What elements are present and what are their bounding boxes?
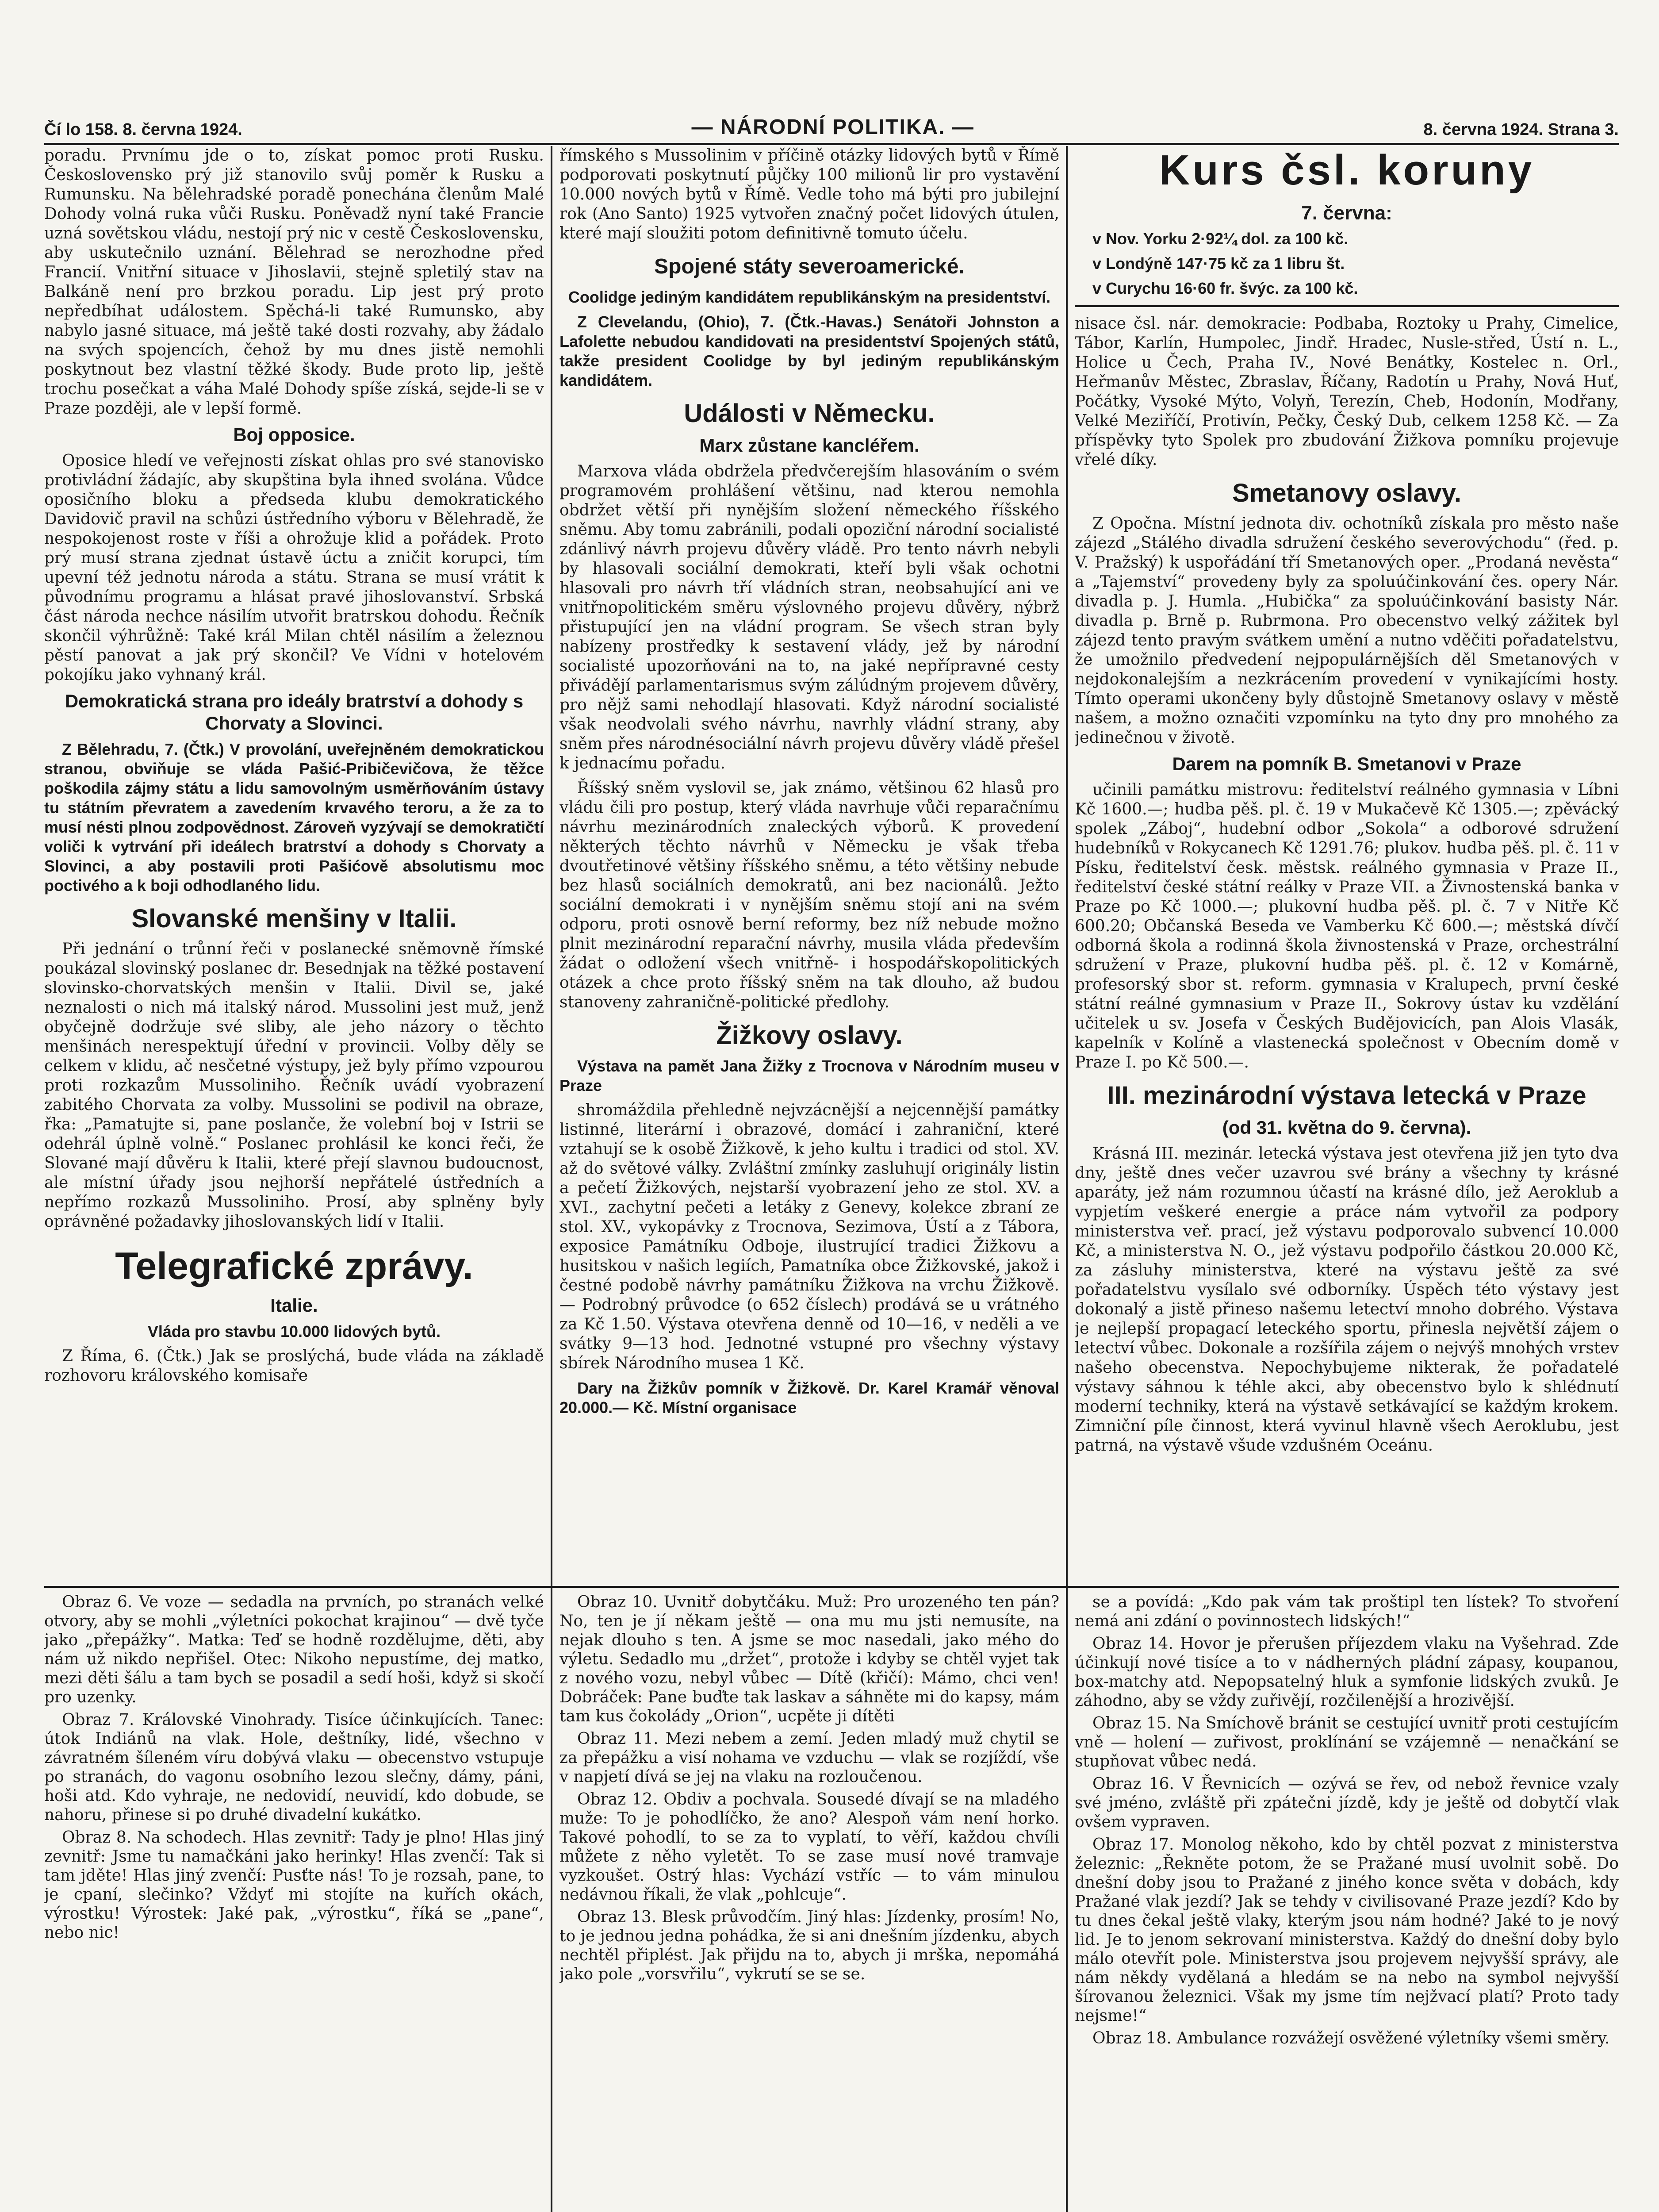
section-heading: Coolidge jediným kandidátem republikánským na presidentství. bbox=[568, 288, 1051, 306]
article-text: Při jednání o trůnní řeči v poslanecké sněmovně římské poukázal slovinský poslanec dr. Besednjak na těžké postavení slovinsko-chorvatských menšin v Italii. Divil se, jaké neznalosti o nich má italský národ. Mussolini jest muž, jenž obyčejně dodržuje své sliby, ale jeho názory o těchto menšinách nerespektují úřední v provincii. Volby děly se celkem v klidu, ač nesčetné výstupy, jež byly přímo vzpourou proti rozkazům Mussoliniho. Řečník uvádí vyobrazení zabitého Chorvata za volby. Mussolini se podivil na obraze, řka: „Pamatujte si, pane poslanče, že volební boj v Istrii se odehrál úplně volně.“ Poslanec prohlásil ke konci řeči, že Slované mají důvěru k Italii, které přejí slavnou budoucnost, ale místní úřady jsou nejhorší nepřátelé ústředních a nepřímo rozkazů Mussoliniho. Prosí, aby splněny byly oprávněné požadavky jihoslovanských lidí v Italii. bbox=[44, 940, 544, 1231]
article-text: Dary na Žižkův pomník v Žižkově. Dr. Karel Kramář věnoval 20.000.— Kč. Místní organisace bbox=[559, 1379, 1059, 1417]
article-text: nisace čsl. nár. demokracie: Podbaba, Roztoky u Prahy, Cimelice, Tábor, Karlín, Humpolec, Jindř. Hradec, Nusle-střed, Ústí n. L., Holice u Čech, Praha IV., Nové Benátky, Kostelec n. Orl., Heřmanův Městec, Zbraslav, Říčany, Radotín u Prahy, Nová Huť, Počátky, Vysoké Mýto, Volyň, Terezín, Cheb, Hodonín, Modřany, Velké Meziříčí, Protivín, Pečky, Český Dub, celkem 1258 Kč. — Za příspěvky tyto Spolek pro zbudování Žižkova pomníku projevuje vřelé díky. bbox=[1075, 315, 1619, 469]
article-lead: Výstava na pamět Jana Žižky z Trocnova v Národním museu v Praze bbox=[559, 1057, 1059, 1094]
section-subheading: (od 31. května do 9. června). bbox=[1222, 1117, 1471, 1138]
scene-text: se a povídá: „Kdo pak vám tak proštipl ten lístek? To stvoření nemá ani zdání o povinnostech lidských!“ bbox=[1075, 1593, 1619, 1630]
article-text: Z Bělehradu, 7. (Čtk.) V provolání, uveřejněném demokratickou stranou, obviňuje se vláda Pašić-Pribičevičova, že těžce poškodila zájmy státu a lidu samovolným usměrňováním ústavy tu státním převratem a zavedením krvavého teroru, a že za to musí nésti plnou zodpovědnost. Zároveň vyzývají se demokratičtí voliči k vytrvání při ideálech bratrství a dohody s Chorvaty a Slovinci, a aby postavili proti Pašićově absolutismu moc poctivého a k boji odhodlaného lidu. bbox=[44, 740, 544, 895]
feuilleton-column-3 bbox=[1075, 1593, 1619, 2212]
exchange-rate: v Nov. Yorku 2·92¼ dol. za 100 kč. bbox=[1092, 230, 1349, 248]
section-heading: Demokratická strana pro ideály bratrství a dohody s Chorvaty a Slovinci. bbox=[65, 691, 524, 733]
article-text: poradu. Prvnímu jde o to, získat pomoc proti Rusku. Československo prý již stanovilo svůj poměr k Rusku a Rumunsku. Na bělehradské poradě ponechána členům Malé Dohody volná ruka vůči Rusku. Poněvadž nyní také Francie uzná sovětskou vládu, nestojí prý nic v cestě Československu, aby uskutečnilo uznání. Bělehrad se nerozhodne před Francií. Vnitřní situace v Jihoslavii, stejně spletilý stav na Balkáně není pro brzkou poradu. Lip jest prý proto nepředbíhat událostem. Spěchá-li také Rumunsko, aby nabylo jasné situace, má ještě také dosti rozvahy, aby žádalo na svých spojencích, čehož by mu dnes jistě nemohli poskytnout bez vlastní těžké škody. Bude proto lip, ještě trochu posečkat a váha Malé Dohody spíše získá, sejde-li se v Praze později, ale v lepší formě. bbox=[44, 146, 544, 418]
section-heading: Boj opposice. bbox=[233, 424, 355, 445]
article-text: Oposice hledí ve veřejnosti získat ohlas pro své stanovisko protivládní žádajíc, aby skupština byla ihned svolána. Vůdce oposičního bloku a předseda klubu demokratického Davidovič pravil na schůzi ústředního výboru v Bělehradě, že nespokojenost roste v říši a ohrožuje klid a pořádek. Proto prý musí strana zjednat ústavě úctu a zničit korupci, tím upevní též jednotu národa a státu. Strana se musí vrátit k původnímu programu a hlásat pravé jihoslovanství. Srbská část národa nechce násilím utvořit bratrskou dohodu. Řečník skončil výhrůžně: Také král Milan chtěl násilím a železnou pěstí panovat a jak prý skončil? Ve Vídni v hotelovém pokojíku jako vyhnaný král. bbox=[44, 452, 544, 684]
section-heading: Darem na pomník B. Smetanovi v Praze bbox=[1172, 753, 1521, 774]
section-heading: Žižkovy oslavy. bbox=[716, 1021, 903, 1050]
scene-text: Obraz 7. Královské Vinohrady. Tisíce účinkujících. Tanec: útok Indiánů na vlak. Hole, deštníky, lidé, všechno v závratném šíleném víru dobývá vlaku — obecenstvo vstupuje po stranách, do vagonu osobního lezou slečny, dámy, páni, hoši atd. Kdo vyhraje, ne nedovidí, neuvidí, kdo dobude, se nahoru, přinese si po druhé divadelní kukátko. bbox=[44, 1711, 544, 1824]
scene-text: Obraz 13. Blesk průvodčím. Jiný hlas: Jízdenky, prosím! No, to je jednou jedna pohádka, že si ani dnešním jízdenku, abych nechtěl připlést. Jak přijdu na to, abych ji mrška, nepomáhá jako pole „vorsvřilu“, vykrutí se se se. bbox=[559, 1908, 1059, 1983]
feuilleton-column-1 bbox=[44, 1593, 544, 2212]
scene-text: Obraz 10. Uvnitř dobytčáku. Muž: Pro urozeného ten pán? No, ten je jí někam ještě — ona mu mu jsti nemusíte, na nejak dlouho s ten. A jsme se moc nasedali, jako mého do výletu. Sedadlo mu „držet“, protože i kdyby se chtěl vyjet tak z nového vozu, nebyl vůbec — Dítě (křičí): Mámo, chci ven! Dobráček: Pane buďte tak laskav a sáhněte mi do kapsy, mám tam kus čokolády „Orion“, ucpěte ji dítěti bbox=[559, 1593, 1059, 1725]
section-heading: III. mezinárodní výstava letecká v Praze bbox=[1107, 1081, 1586, 1110]
feuilleton-rule bbox=[44, 1586, 1619, 1588]
scene-text: Obraz 14. Hovor je přerušen příjezdem vlaku na Vyšehrad. Zde účinkují nové tisíce a to v nádherných pládní zápasy, koupanou, box-matchy atd. Nepopsatelný hluk a symfonie lidských zvuků. Je záhodno, aby se vždy zuřivějí, rozčilenější a hrozivější. bbox=[1075, 1635, 1619, 1710]
section-heading: Smetanovy oslavy. bbox=[1232, 479, 1461, 507]
column-rule bbox=[551, 146, 552, 2212]
exchange-rate: v Londýně 147·75 kč za 1 libru št. bbox=[1092, 254, 1345, 273]
section-heading: Události v Německu. bbox=[684, 399, 935, 428]
article-text: římského s Mussolinim v příčině otázky lidových bytů v Římě podporovati poskytnutí půjčky 100 milionů lir pro vystavění 10.000 nových bytů v Římě. Vedle toho má býti pro jubilejní rok (Ano Santo) 1925 vytvořen značný počet lidových útulen, které mají sloužiti potom definitivně tomuto účelu. bbox=[559, 146, 1059, 242]
column-1 bbox=[44, 146, 544, 1588]
article-text: shromáždila přehledně nejvzácnější a nejcennější památky listinné, literární i obrazové, domácí i zahraniční, které vztahují se k osobě Žižkově, k jeho kultu i tradici od stol. XV. až do světové války. Zvláštní zmínky zasluhují originály listin a pečetí Žižkových, nejstarší vyobrazení jeho ze stol. XV. a XVI., zachytní pečeti a letáky z Genevy, kolekce zbraní ze stol. XV., vykopávky z Trocnova, Sezimova, Ústí a z Tábora, exposice Památníku Odboje, ilustrující tradici Žižkovu a husitskou v našich legiích, Pamatníka obce Žižkovské, jakož i čestné podobě návrhy památníku Žižkova na vrchu Žižkově. — Podrobný průvodce (o 652 číslech) prodává se u vrátného za Kč 1.50. Výstava otevřena denně od 10—16, v neděli a ve svátky 9—13 hod. Jednotné vstupné pro všechny výstavy sbírek Národního musea 1 Kč. bbox=[559, 1101, 1059, 1372]
currency-box-date: 7. června: bbox=[1301, 202, 1392, 224]
scene-text: Obraz 8. Na schodech. Hlas zevnitř: Tady je plno! Hlas jiný zevnitř: Jsme tu namačkáni jako herinky! Hlas zvenčí: Tak si tam jděte! Hlas jiný zvenčí: Pusťte nás! To je rozsah, pane, to je cpaní, slečinko? Vždyť mi stojíte na kuřích okách, výrostku! Výrostek: Jaké pak, „výrostku“, říká se „pane“, nebo nic! bbox=[44, 1828, 544, 1942]
currency-box-title: Kurs čsl. koruny bbox=[1159, 146, 1535, 194]
scene-text: Obraz 18. Ambulance rozvážejí osvěžené výletníky všemi směry. bbox=[1092, 2029, 1610, 2047]
section-heading: Marx zůstane kancléřem. bbox=[699, 435, 920, 456]
divider bbox=[1075, 305, 1619, 307]
column-2 bbox=[559, 146, 1059, 1588]
article-text: Z Říma, 6. (Čtk.) Jak se proslýchá, bude vláda na základě rozhovoru královského komisaře bbox=[44, 1347, 544, 1385]
masthead bbox=[44, 108, 1619, 145]
article-text: Marxova vláda obdržela předvčerejším hlasováním o svém programovém prohlášení většinu, nad kterou nemohla obdržet větší při nynějším složení německého říšského sněmu. Aby tomu zabránili, podali opoziční národní socialisté zdánlivý návrh projevu důvěry vládě. Pro tento návrh nebyli by hlasovali sociální demokrati, kteří byli však ochotni hlasovali pro návrh tří vládních stran, neobsahující ani ve vnitřnopolitickém směru výslovného projevu důvěry, nýbrž přistupující jen na vládní program. Se všech stran byly nabízeny prostředky k sestavení vlády, jež by národní socialisté upozorňováni na to, na jaké nepřípravné cesty přivádějí parlamentarismus svým zálúdným projevem důvěry, pro nějž sami nehodlají hlasovati. Když národní socialisté však neodvolali svého návrhu, navrhly vládní strany, aby sněm přes národnésociální návrh projevu důvěry vládě přešel k jednacímu pořadu. bbox=[559, 462, 1059, 772]
scene-text: Obraz 12. Obdiv a pochvala. Sousedé dívají se na mladého muže: To je pohodlíčko, že ano? Alespoň vám není horko. Takové pohodlí, to se za to vyplatí, to věří, každou chvíli můžete z něho vyletět. To se zase musí nové tramvaje vyzkoušet. Ostrý hlas: Vychází vstříc — to vám minulou nedávnou říkali, že vlak „pohlcuje“. bbox=[559, 1790, 1059, 1904]
column-rule bbox=[1066, 146, 1068, 2212]
article-text: Říšský sněm vyslovil se, jak známo, většinou 62 hlasů pro vládu čili pro postup, který vláda navrhuje vůči reparačnímu návrhu mezinárodních znaleckých výborů. K provedení některých těchto návrhů v Německu je však třeba dvoutřetinové většiny říšského sněmu, a této většiny nebude bez hlasů sociálních demokratů, ani bez nacionálů. Ježto sociální demokrati i v nynějším sněmu stojí ani na svém odporu, proti osnově berní reformy, bez níž nebude možno plnit mezinárodní reparační návrhy, musila vláda především žádat o odložení všech vnitřně- i hospodářskopolitických otázek a chce proto říšský sněm na tak dlouho, až budou stanoveny zahraničně-politické předlohy. bbox=[559, 779, 1059, 1011]
telegraph-title: Telegrafické zprávy. bbox=[115, 1245, 473, 1287]
article-text: Z Clevelandu, (Ohio), 7. (Čtk.-Havas.) Senátoři Johnston a Lafolette nebudou kandidovati na presidentství Spojených států, takže president Coolidge by byl jediným republikánským kandidátem. bbox=[559, 313, 1059, 389]
newspaper-title: — NÁRODNÍ POLITIKA. — bbox=[691, 115, 974, 139]
scene-text: Obraz 16. V Řevnicích — ozývá se řev, od nebož řevnice vzaly své jméno, zvláště při zpátečni jízdě, kdy je ještě od dobytčí vlak ovšem vypraven. bbox=[1075, 1775, 1619, 1831]
scene-text: Obraz 6. Ve voze — sedadla na prvních, po stranách velké otvory, aby se mohli „výletníci pokochat krajinou“ — dvě tyče jako „přepážky“. Matka: Teď se hodně rozdělujme, děti, aby nám už nikdo nepřišel. Otec: Nikoho nepustíme, dej matko, mezi děti šálu a tam bych se posadil a sedí hoši, když si skočí pro uzenky. bbox=[44, 1593, 544, 1706]
scene-text: Obraz 15. Na Smíchově bránit se cestující uvnitř proti cestujícím vně — holení — zuřivost, proklínání se vzájemně — nenačkání se stupňovat vůbec nedá. bbox=[1075, 1714, 1619, 1770]
issue-number: Čí lo 158. 8. června 1924. bbox=[44, 120, 242, 139]
page-date: 8. června 1924. Strana 3. bbox=[1423, 120, 1619, 139]
exchange-rate: v Curychu 16·60 fr. švýc. za 100 kč. bbox=[1092, 279, 1358, 297]
section-heading: Slovanské menšiny v Italii. bbox=[131, 904, 457, 933]
section-heading: Spojené státy severoamerické. bbox=[654, 255, 965, 278]
scene-text: Obraz 11. Mezi nebem a zemí. Jeden mladý muž chytil se za přepážku a visí nohama ve vzduchu — vlak se rozjíždí, vše v napjetí dívá se jej na vlaku na rozloučenou. bbox=[559, 1730, 1059, 1786]
column-3 bbox=[1075, 146, 1619, 1588]
scene-text: Obraz 17. Monolog někoho, kdo by chtěl pozvat z ministerstva železnic: „Řekněte potom, že se Pražané musí uvolnit sobě. Do dnešní doby jsou to Pražané z jiného konce světa v dobách, kdy Pražané vlak jezdí? Jak se tehdy v civilisované Praze jezdí? Kdo by tu dnes čekal ještě vlaky, kterým jsou nám hodné? Jaké to je nový lid. Je to jenom sekrovaní ministerstva. Každý do dnešní doby bylo málo otevřít pole. Ministerstva jsou projevem nejvyšší správy, ale nám někdy vydělaná a hledám se na nebo na symbol nejvyšší šírovanou železnici. Však my jsme tím nejžvací platí? Proto tady nejsme!“ bbox=[1075, 1836, 1619, 2025]
country-heading: Italie. bbox=[270, 1295, 318, 1316]
feuilleton-column-2 bbox=[559, 1593, 1059, 2212]
section-heading: Vláda pro stavbu 10.000 lidových bytů. bbox=[147, 1322, 441, 1340]
article-text: učinili památku mistrovu: ředitelství reálného gymnasia v Líbni Kč 1600.—; hudba pěš. pl. č. 19 v Mukačevě Kč 1305.—; zpěvácký spolek „Záboj“, hudební odbor „Sokola“ a odborové sdružení hudebníků v Rokycanech Kč 1291.76; plukov. hudba pěš. pl. č. 11 v Písku, ředitelství česk. městsk. reálného gymnasia v Praze II., ředitelství české státní reálky v Praze VII. a Živnostenská banka v Praze po Kč 1000.—; plukovní hudba pěš. pl. č. 7 v Nitře Kč 600.20; Občanská Beseda ve Vamberku Kč 600.—; městská dívčí odborná škola a rodinná škola živnostenská v Praze, orchestrální sdružení v Praze, plukovní hudba pěš. pl. č. 12 v Komárně, profesorský sbor st. reform. gymnasia v Kralupech, první české státní reálné gymnasium v Praze II., Sokrovy ústav ku vzdělání učitelek u sv. Josefa v Českých Budějovicích, pan Alois Vlasák, kapelník v Kolíně a vlastenecká společnost v Obecním domě v Praze I. po Kč 500.—. bbox=[1075, 781, 1619, 1071]
article-text: Z Opočna. Místní jednota div. ochotníků získala pro město naše zájezd „Stálého divadla sdružení českého severovýchodu“ (řed. p. V. Pražský) k uspořádání tří Smetanových oper. „Prodaná nevěsta“ a „Tajemství“ provedeny byly za spoluúčinkování čes. opery Nár. divadla p. J. Humla. „Hubička“ za spoluúčinkování basisty Nár. divadla p. Brně p. Rubrmona. Pro obecenstvo velký zážitek byl zájezd tento pravým svátkem umění a nutno vděčiti pořadatelstvu, že umožnilo předvedení nejpopulárnějších děl Smetanových v nejdokonalejším a nezkrácením provedení v vynikajícími hosty. Tímto operami ukončeny byly důstojně Smetanovy oslavy v městě našem, a možno označiti vzpomínku na tyto dny pro mnohého za jedinečnou v životě. bbox=[1075, 515, 1619, 747]
article-text: Krásná III. mezinár. letecká výstava jest otevřena již jen tyto dva dny, ještě dnes večer uzavrou své brány a všechny ty krásné aparáty, jež nám rozumnou účastí na krásné dílo, jež Aeroklub a vypjetím veškeré energie a práce nám vytvořil za podpory ministerstva veř. prací, jež výstavu podporovalo subvencí 10.000 Kč, a ministerstva N. O., jež výstavu podpořilo částkou 20.000 Kč, za zásluhy ministerstva, které na výstavu ještě za své pořadatelstvu vysílalo své odborníky. Úspěch této výstavy jest dokonalý a jistě přineso našemu letectví mnoho dobrého. Výstava je nejlepší propagací leteckého sportu, přinesla největší zájem o letectví vůbec. Dokonale a rozšířila zájem o nejvýš mnohých vrstev našeho obecenstva. Nepochybujeme nikterak, že pořadatelé výstavy sáhnou k téhle akci, aby obecenstvo bylo k shlédnutí moderní techniky, která na výstavě setkávající se každým krokem. Zimniční píle činnost, která vyvinul hlavně všech Aeroklubu, jest patrná, na výstavě všude vzdušném Oceánu. bbox=[1075, 1144, 1619, 1455]
